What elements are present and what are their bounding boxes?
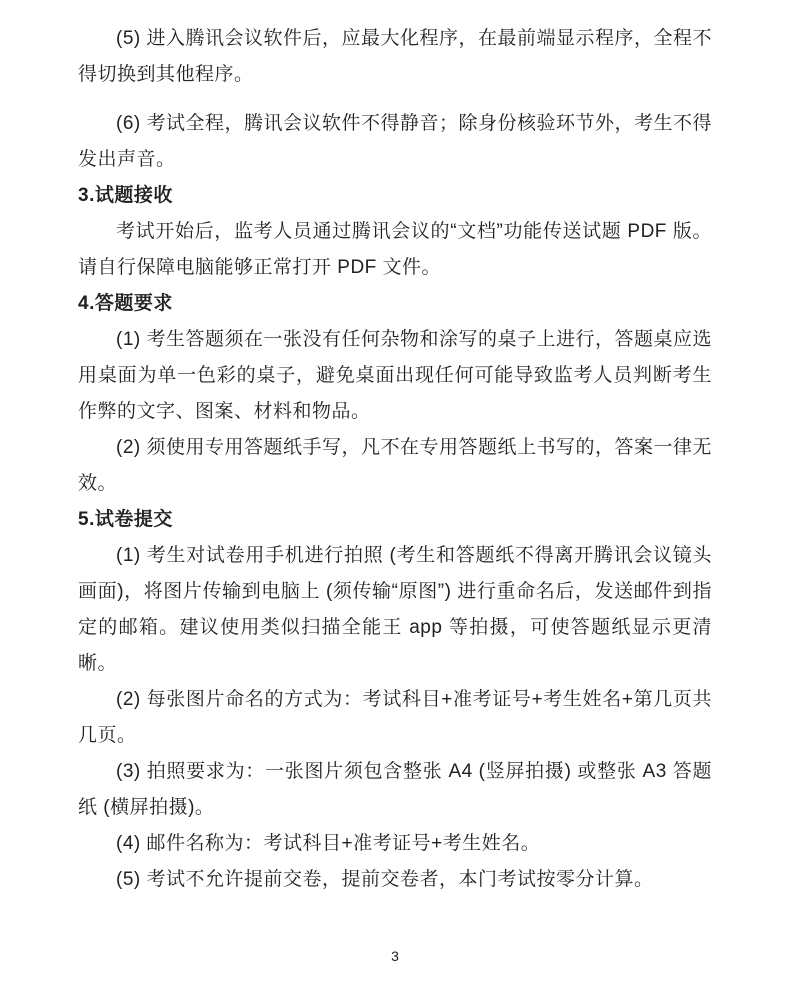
paragraph: (5) 进入腾讯会议软件后，应最大化程序，在最前端显示程序，全程不得切换到其他程序。 [78, 28, 713, 85]
page-number: 3 [391, 948, 399, 964]
paragraph: 考试开始后，监考人员通过腾讯会议的“文档”功能传送试题 PDF 版。请自行保障电脑能够正常打开 PDF 文件。 [78, 221, 712, 278]
paragraph: (2) 须使用专用答题纸手写，凡不在专用答题纸上书写的，答案一律无效。 [78, 437, 713, 494]
document-body [78, 21, 712, 898]
paragraph: (3) 拍照要求为：一张图片须包含整张 A4 (竖屏拍摄) 或整张 A3 答题纸 (横屏拍摄)。 [78, 761, 712, 818]
section-heading: 5.试卷提交 [78, 509, 173, 530]
section-heading: 4.答题要求 [78, 293, 173, 314]
section-heading: 3.试题接收 [78, 185, 173, 206]
page-footer [0, 948, 790, 966]
paragraph: (2) 每张图片命名的方式为：考试科目+准考证号+考生姓名+第几页共几页。 [78, 689, 712, 746]
paragraph: (4) 邮件名称为：考试科目+准考证号+考生姓名。 [116, 833, 541, 854]
paragraph: (5) 考试不允许提前交卷，提前交卷者，本门考试按零分计算。 [116, 869, 654, 890]
paragraph: (6) 考试全程，腾讯会议软件不得静音；除身份核验环节外，考生不得发出声音。 [78, 113, 713, 170]
paragraph: (1) 考生答题须在一张没有任何杂物和涂写的桌子上进行，答题桌应选用桌面为单一色彩的桌子，避免桌面出现任何可能导致监考人员判断考生作弊的文字、图案、材料和物品。 [78, 329, 713, 422]
paragraph: (1) 考生对试卷用手机进行拍照 (考生和答题纸不得离开腾讯会议镜头画面)，将图片传输到电脑上 (须传输“原图”) 进行重命名后，发送邮件到指定的邮箱。建议使用类似扫描全能王 app 等拍摄，可使答题纸显示更清晰。 [78, 545, 712, 674]
